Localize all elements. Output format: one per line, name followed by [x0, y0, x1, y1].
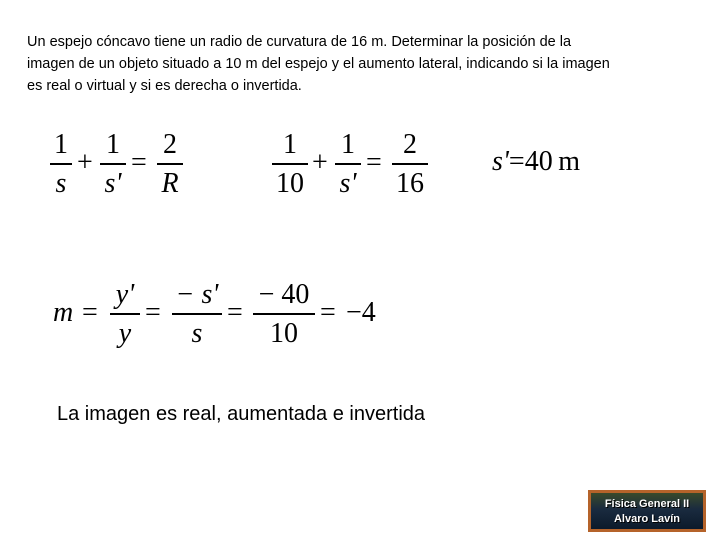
equals-sign: =	[145, 297, 161, 328]
fraction-neg-s-prime-over-s: − s' s	[172, 280, 222, 349]
fraction-1-over-s-prime: 1 s'	[100, 130, 126, 199]
fraction-1-over-10: 1 10	[272, 130, 308, 199]
plus-sign: +	[312, 147, 328, 178]
plus-sign: +	[77, 147, 93, 178]
equals-sign: =	[320, 297, 336, 328]
problem-line-3: es real o virtual y si es derecha o invertida.	[27, 78, 302, 94]
author-name: Alvaro Lavín	[613, 513, 681, 525]
problem-line-1: Un espejo cóncavo tiene un radio de curvatura de 16 m. Determinar la posición de la	[27, 34, 572, 50]
equals-sign: =	[508, 146, 525, 177]
problem-line-2: imagen de un objeto situado a 10 m del espejo y el aumento lateral, indicando si la imagen	[27, 56, 610, 72]
equals-sign: =	[366, 147, 382, 178]
problem-statement	[27, 31, 697, 97]
fraction-neg-40-over-10: − 40 10	[253, 280, 315, 349]
fraction-y-prime-over-y: y' y	[110, 280, 140, 349]
fraction-2-over-r: 2 R	[157, 130, 183, 199]
fraction-1-over-s-prime: 1 s'	[335, 130, 361, 199]
fraction-2-over-16: 2 16	[392, 130, 428, 199]
conclusion-text: La imagen es real, aumentada e invertida	[57, 403, 426, 425]
equals-sign: =	[227, 297, 243, 328]
image-distance-result	[492, 146, 580, 178]
s-prime-symbol: s'	[492, 146, 509, 177]
magnification-symbol: m	[53, 297, 74, 328]
course-title: Física General II	[604, 498, 690, 510]
course-logo	[588, 490, 706, 532]
fraction-1-over-s: 1 s	[50, 130, 72, 199]
equals-sign: =	[131, 147, 147, 178]
distance-value: 40	[524, 146, 553, 177]
distance-unit: m	[558, 146, 581, 177]
equals-sign: =	[82, 297, 98, 328]
magnification-result: −4	[346, 297, 376, 328]
